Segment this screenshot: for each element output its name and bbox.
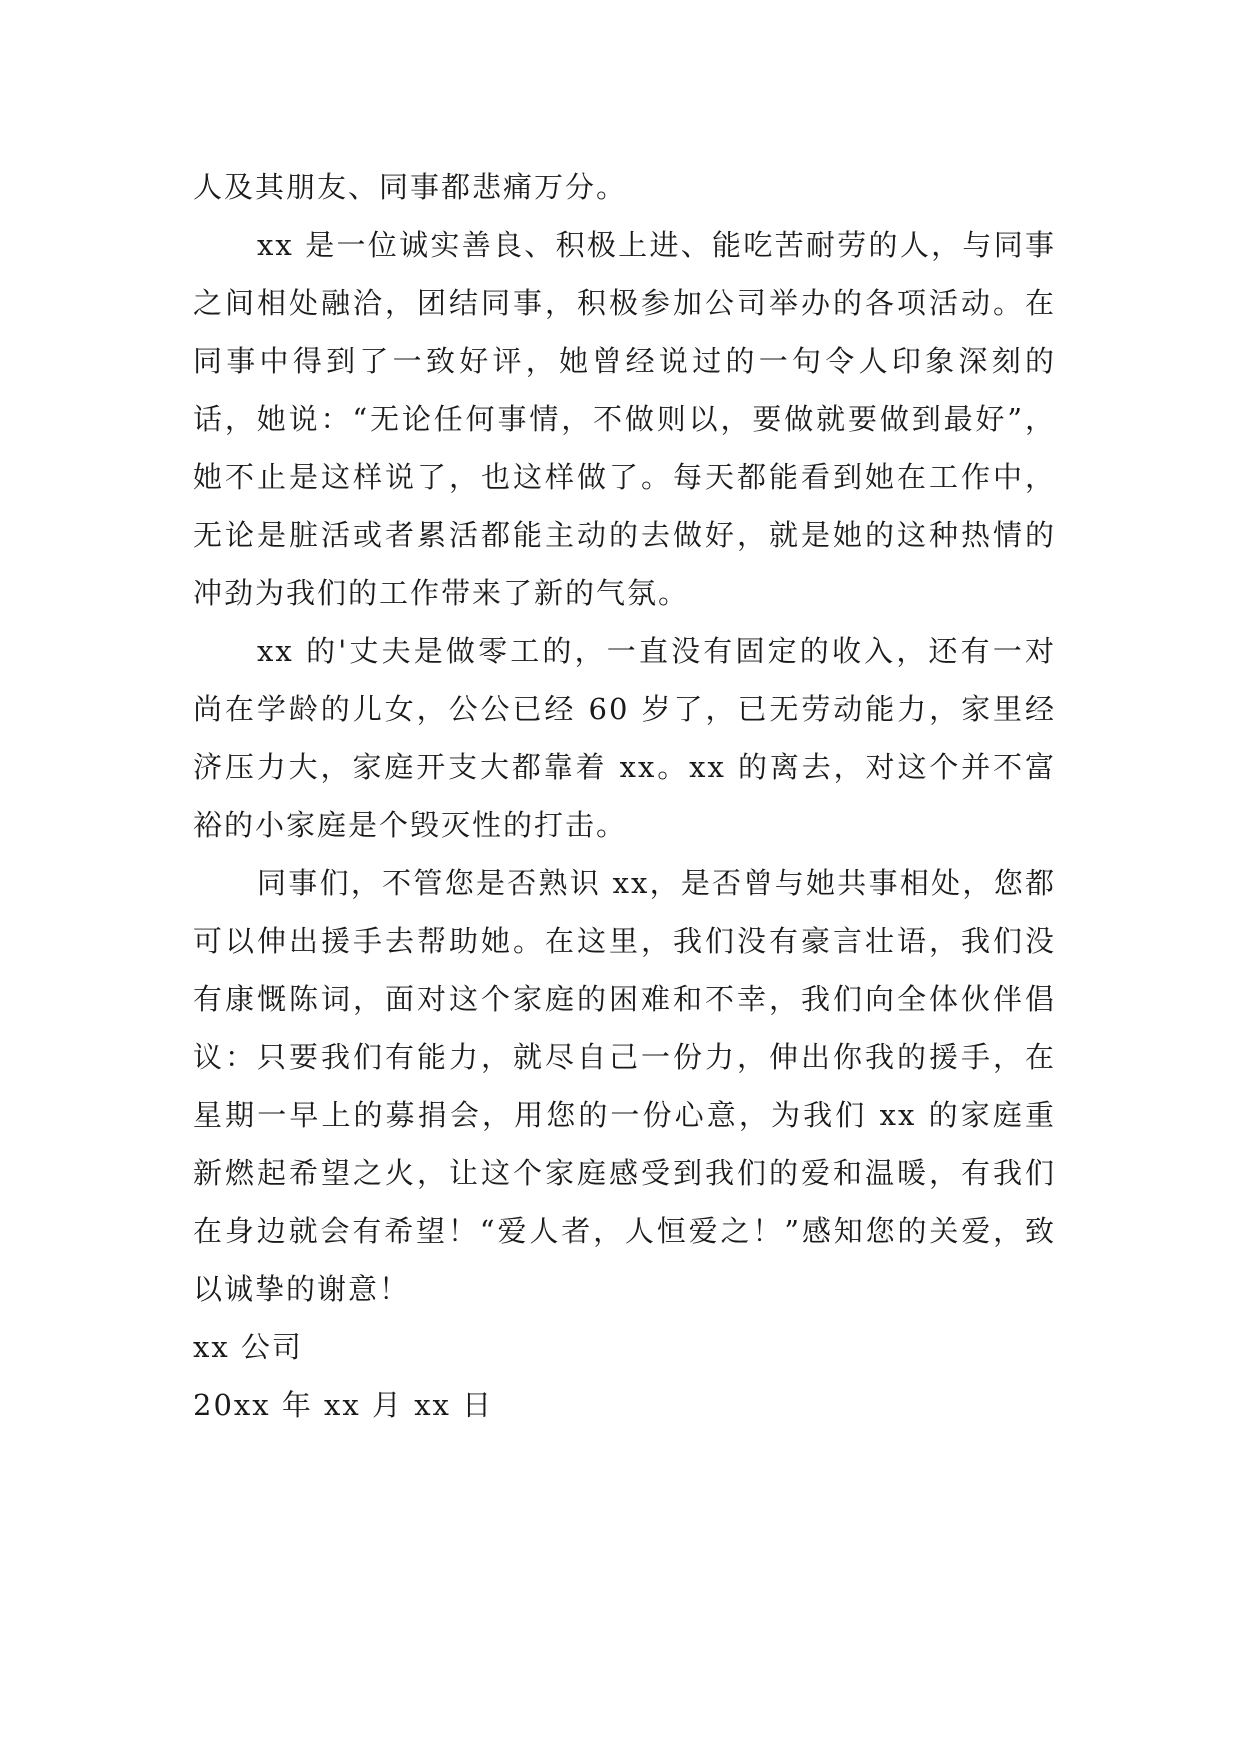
signature-company: xx 公司 [193,1330,303,1364]
paragraph-family-situation: xx 的'丈夫是做零工的，一直没有固定的收入，还有一对尚在学龄的儿女，公公已经 60 岁了，已无劳动能力，家里经济压力大，家庭开支大都靠着 xx。xx 的离去，对这个并不富裕的小家庭是个毁灭性的打击。 [193,634,1056,842]
document-body [193,158,1056,1434]
paragraph-continuation: 人及其朋友、同事都悲痛万分。 [193,170,628,204]
paragraph-donation-appeal: 同事们，不管您是否熟识 xx，是否曾与她共事相处，您都可以伸出援手去帮助她。在这里，我们没有豪言壮语，我们没有康慨陈词，面对这个家庭的困难和不幸，我们向全体伙伴倡议：只要我们有能力，就尽自己一份力，伸出你我的援手，在星期一早上的募捐会，用您的一份心意，为我们 xx 的家庭重新燃起希望之火，让这个家庭感受到我们的爱和温暖，有我们在身边就会有希望！“爱人者，人恒爱之！”感知您的关爱，致以诚挚的谢意！ [193,866,1056,1306]
paragraph-character-description: xx 是一位诚实善良、积极上进、能吃苦耐劳的人，与同事之间相处融洽，团结同事，积极参加公司举办的各项活动。在同事中得到了一致好评，她曾经说过的一句令人印象深刻的话，她说：“无论任何事情，不做则以，要做就要做到最好”，她不止是这样说了，也这样做了。每天都能看到她在工作中，无论是脏活或者累活都能主动的去做好，就是她的这种热情的冲劲为我们的工作带来了新的气氛。 [193,228,1056,610]
signature-date: 20xx 年 xx 月 xx 日 [193,1388,494,1422]
